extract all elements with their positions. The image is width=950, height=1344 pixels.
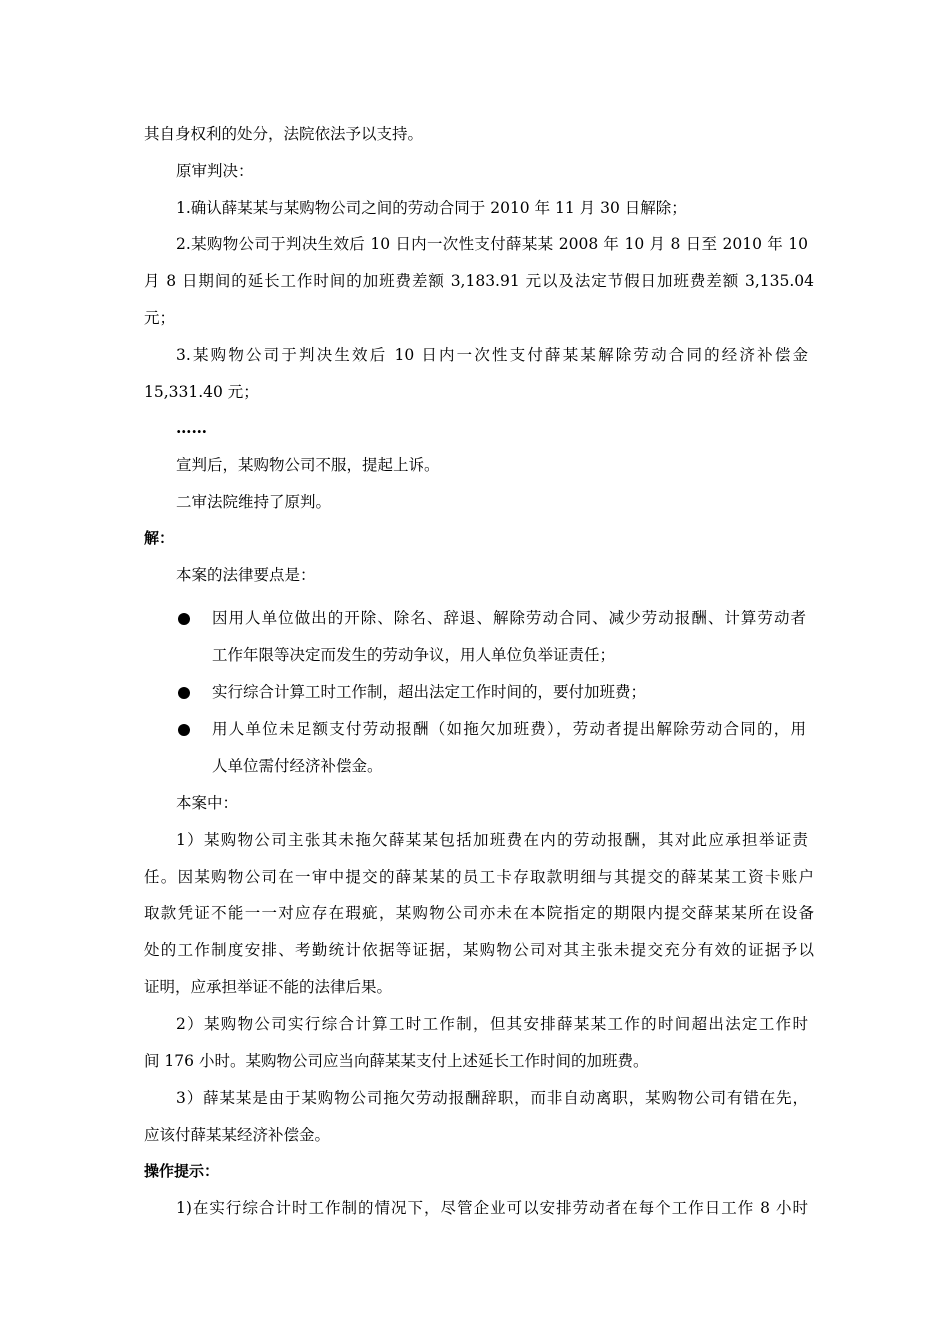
judgment-item-3-line-2: 15,331.40 元； — [144, 383, 259, 401]
bullet-icon — [178, 613, 190, 625]
appeal-line: 宣判后，某购物公司不服，提起上诉。 — [176, 456, 440, 474]
case-point-1-line-4: 处的工作制度安排、考勤统计依据等证据，某购物公司对其主张未提交充分有效的证据予以 — [144, 941, 814, 959]
judgment-item-2-line-2: 月 8 日期间的延长工作时间的加班费差额 3,183.91 元以及法定节假日加班费差额 3,135.04 — [144, 272, 814, 290]
case-point-3-line-2: 应该付薛某某经济补偿金。 — [144, 1126, 331, 1144]
heading-analysis: 解： — [144, 529, 175, 547]
case-point-2-line-1: 2）某购物公司实行综合计算工时工作制，但其安排薛某某工作的时间超出法定工作时 — [176, 1015, 808, 1033]
case-intro: 本案中： — [176, 794, 239, 812]
legal-point-2: 实行综合计算工时工作制，超出法定工作时间的，要付加班费； — [212, 683, 647, 701]
second-instance-line: 二审法院维持了原判。 — [176, 493, 332, 511]
judgment-item-2-line-1: 2.某购物公司于判决生效后 10 日内一次性支付薛某某 2008 年 10 月 8 日至 2010 年 10 — [176, 235, 808, 253]
judgment-item-2-line-3: 元； — [144, 309, 176, 327]
bullet-icon — [178, 724, 190, 736]
case-point-1-line-5: 证明，应承担举证不能的法律后果。 — [144, 978, 393, 996]
case-point-1-line-1: 1）某购物公司主张其未拖欠薛某某包括加班费在内的劳动报酬，其对此应承担举证责 — [176, 831, 808, 849]
legal-points-intro: 本案的法律要点是： — [176, 566, 316, 584]
case-point-2-line-2: 间 176 小时。某购物公司应当向薛某某支付上述延长工作时间的加班费。 — [144, 1052, 649, 1070]
legal-point-1-line-2: 工作年限等决定而发生的劳动争议，用人单位负举证责任； — [212, 646, 616, 664]
case-point-1-line-3: 取款凭证不能一一对应存在瑕疵，某购物公司亦未在本院指定的期限内提交薛某某所在设备 — [144, 904, 814, 922]
tip-1-line-1: 1)在实行综合计时工作制的情况下，尽管企业可以安排劳动者在每个工作日工作 8 小时 — [176, 1199, 808, 1217]
legal-point-3-line-1: 用人单位未足额支付劳动报酬（如拖欠加班费），劳动者提出解除劳动合同的，用 — [212, 720, 806, 738]
section-label-original-judgment: 原审判决： — [176, 162, 254, 180]
legal-point-3-line-2: 人单位需付经济补偿金。 — [212, 757, 383, 775]
judgment-item-3-line-1: 3.某购物公司于判决生效后 10 日内一次性支付薛某某解除劳动合同的经济补偿金 — [176, 346, 808, 364]
legal-point-1-line-1: 因用人单位做出的开除、除名、辞退、解除劳动合同、减少劳动报酬、计算劳动者 — [212, 609, 806, 627]
case-point-3-line-1: 3）薛某某是由于某购物公司拖欠劳动报酬辞职，而非自动离职，某购物公司有错在先， — [176, 1089, 808, 1107]
case-point-1-line-2: 任。因某购物公司在一审中提交的薛某某的员工卡存取款明细与其提交的薛某某工资卡账户 — [144, 868, 814, 886]
paragraph-line: 其自身权利的处分，法院依法予以支持。 — [144, 125, 424, 143]
judgment-item-1: 1.确认薛某某与某购物公司之间的劳动合同于 2010 年 11 月 30 日解除； — [176, 199, 687, 217]
ellipsis: …… — [176, 418, 207, 437]
bullet-icon — [178, 687, 190, 699]
heading-operation-tips: 操作提示： — [144, 1162, 220, 1180]
